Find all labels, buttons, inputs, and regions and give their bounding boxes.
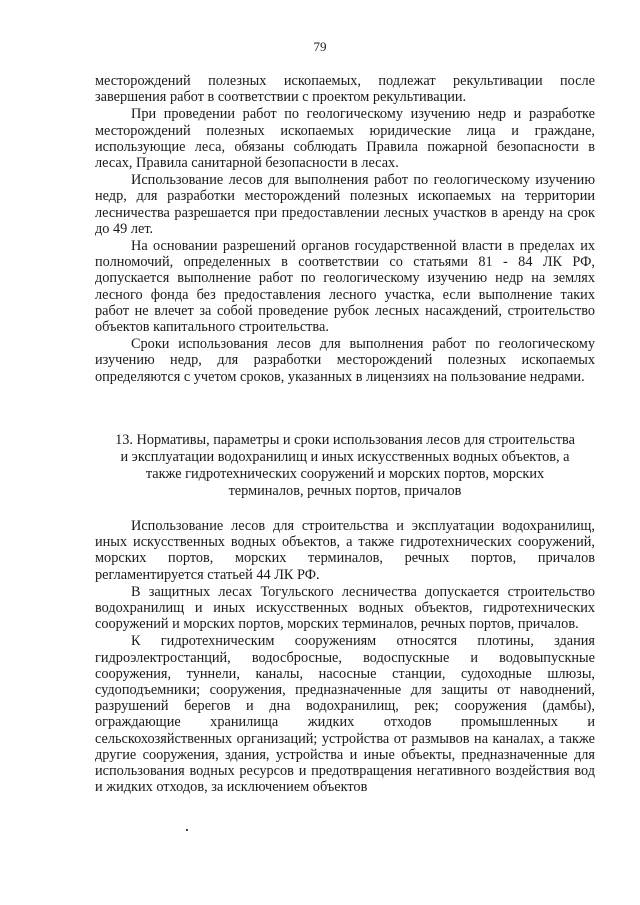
paragraph: При проведении работ по геологическому изучению недр и разработке месторождений полезных ископаемых юридические лица и граждане, использующие леса, обязаны соблюдать Правила пожарной безопасности в лесах, Правила санитарной безопасности в лесах. [95,106,595,172]
page-number: 79 [313,39,327,54]
heading-line: и эксплуатации водохранилищ и иных искусственных водных объектов, а [120,449,570,465]
heading-line: терминалов, речных портов, причалов [228,483,462,499]
paragraph: месторождений полезных ископаемых, подлежат рекультивации после завершения работ в соответствии с проектом рекультивации. [95,73,595,106]
paragraph: В защитных лесах Тогульского лесничества допускается строительство водохранилищ и иных искусственных водных объектов, гидротехнических сооружений и морских портов, морских терминалов, речных портов, причалов. [95,583,595,633]
bottom-text-block [95,518,595,795]
heading-line: также гидротехнических сооружений и морских портов, морских [145,466,545,482]
paragraph: Использование лесов для строительства и эксплуатации водохранилищ, иных искусственных водных объектов, а также гидротехнических сооружений, морских портов, морских терминалов, речных портов, причалов регламентируется статьей 44 ЛК РФ. [95,518,595,583]
paragraph: На основании разрешений органов государственной власти в пределах их полномочий, определенных в соответствии со статьями 81 - 84 ЛК РФ, допускается выполнение работ по геологическому изучению недр на землях лесного фонда без предоставления лесного участка, если выполнение таких работ не влечет за собой проведение рубок лесных насаждений, строительство объектов капитального строительства. [95,238,595,336]
paragraph: Использование лесов для выполнения работ по геологическому изучению недр, для разработки месторождений полезных ископаемых на территории лесничества разрешается при предоставлении лесных участков в аренду на срок до 49 лет. [95,172,595,237]
paragraph: Сроки использования лесов для выполнения работ по геологическому изучению недр, для разработки месторождений полезных ископаемых определяются с учетом сроков, указанных в лицензиях на пользование недрами. [95,336,595,385]
section-heading [95,432,595,500]
top-text-block [95,73,595,385]
scan-speck [186,829,188,831]
paragraph: К гидротехническим сооружениям относятся плотины, здания гидроэлектростанций, водосбросные, водоспускные и водовыпускные сооружения, туннели, каналы, насосные станции, судоходные шлюзы, судоподъемники; сооружения, предназначенные для защиты от наводнений, разрушений берегов и дна водохранилищ, рек; сооружения (дамбы), ограждающие хранилища жидких отходов промышленных и сельскохозяйственных организаций; устройства от размывов на каналах, а также другие сооружения, здания, устройства и иные объекты, предназначенные для использования водных ресурсов и предотвращения негативного воздействия вод и жидких отходов, за исключением объектов [95,633,595,796]
heading-line: 13. Нормативы, параметры и сроки использования лесов для строительства [115,432,575,448]
